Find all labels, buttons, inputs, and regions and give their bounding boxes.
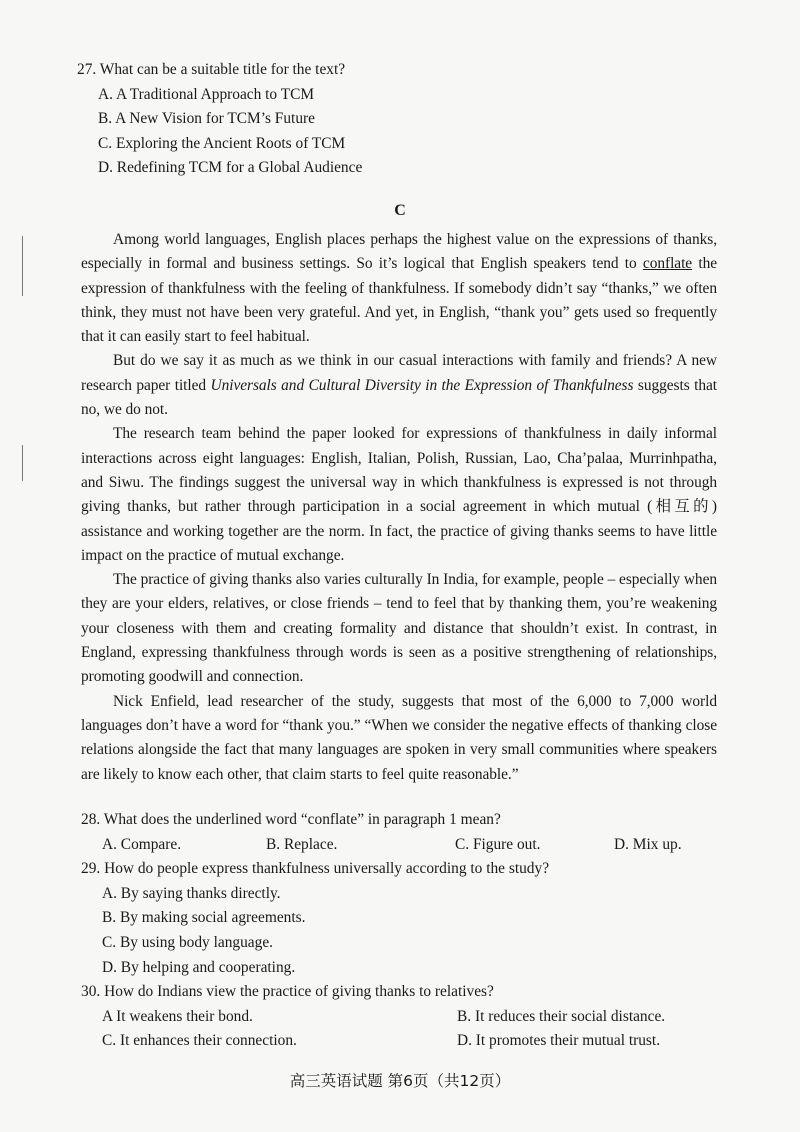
binder-line-left-lower	[22, 445, 23, 481]
question-28-options	[81, 833, 721, 858]
question-30-option-b: B. It reduces their social distance.	[457, 1007, 666, 1025]
paragraph-3: The research team behind the paper looked for expressions of thankfulness in daily informal interactions across eight languages: English, Italian, Polish, Russian, Lao, Cha’palaa, Murrinhpatha, and Siwu. The findings suggest the universal way in which thankfulness is expressed is not through giving thanks, but rather through participation in a social agreement in which mutual (相互的) assistance and working together are the norm. In fact, the practice of giving thanks seems to have little impact on the practice of mutual exchange.	[81, 425, 717, 564]
question-28-option-d: D. Mix up.	[614, 835, 682, 853]
paragraph-1	[81, 228, 717, 349]
paragraph-5: Nick Enfield, lead researcher of the study, suggests that most of the 6,000 to 7,000 world languages don’t have a word for “thank you.” “When we consider the negative effects of thanking close relations alongside the fact that many languages are spoken in very small communities where speakers are likely to know each other, that claim starts to feel quite reasonable.”	[81, 692, 717, 783]
question-27-stem: 27. What can be a suitable title for the text?	[77, 61, 346, 78]
question-28-option-b: B. Replace.	[266, 835, 338, 853]
question-27-option-c: C. Exploring the Ancient Roots of TCM	[98, 134, 346, 152]
underlined-word: conflate	[642, 255, 693, 273]
paragraph-1-text-b: the expression of thankfulness with the feeling of thankfulness. If somebody didn’t say “thanks,” we often think, they must not have been very grateful. And yet, in English, “thank you” gets used so frequently that it can easily start to feel habitual.	[81, 255, 717, 346]
question-27-option-b: B. A New Vision for TCM’s Future	[98, 110, 315, 127]
paragraph-2-text-a: But do we say it as much as we think in our casual interactions with family and friends? A new research paper titled	[81, 352, 717, 394]
binder-line-left	[22, 236, 23, 296]
question-28-stem: 28. What does the underlined word “conflate” in paragraph 1 mean?	[81, 811, 501, 828]
question-30-stem: 30. How do Indians view the practice of giving thanks to relatives?	[81, 983, 494, 1001]
question-29-option-b: B. By making social agreements.	[102, 909, 306, 927]
questions-28-30	[81, 808, 721, 1054]
passage-c	[81, 228, 717, 787]
question-29-stem: 29. How do people express thankfulness universally according to the study?	[81, 860, 550, 878]
question-29-option-c: C. By using body language.	[102, 933, 273, 951]
question-27-option-d: D. Redefining TCM for a Global Audience	[98, 159, 363, 176]
paragraph-2	[81, 349, 717, 422]
question-29-option-a: A. By saying thanks directly.	[102, 884, 281, 902]
question-28-option-c: C. Figure out.	[455, 835, 541, 853]
question-27	[77, 58, 362, 181]
question-29-option-d: D. By helping and cooperating.	[102, 958, 296, 976]
paragraph-1-text-a: Among world languages, English places perhaps the highest value on the expressions of thanks, especially in formal and business settings. So it’s logical that English speakers tend to	[81, 231, 717, 273]
section-label: C	[394, 202, 406, 219]
question-30-options-row-1	[81, 1005, 721, 1030]
question-30-option-c: C. It enhances their connection.	[102, 1032, 297, 1050]
paragraph-4: The practice of giving thanks also varies culturally In India, for example, people – especially when they are your elders, relatives, or close friends – tend to feel that by thanking them, you’re weakening your closeness with them and creating formality and distance that shouldn’t exist. In contrast, in England, expressing thankfulness through words is seen as a positive strengthening of relationships, promoting goodwill and connection.	[81, 571, 717, 686]
question-30-option-d: D. It promotes their mutual trust.	[457, 1032, 661, 1050]
question-27-option-a: A. A Traditional Approach to TCM	[98, 85, 315, 103]
paragraph-2-text-b: suggests that no, we do not.	[81, 376, 717, 419]
question-30-option-a: A It weakens their bond.	[102, 1007, 253, 1025]
question-30-options-row-2	[81, 1029, 721, 1054]
question-28-option-a: A. Compare.	[102, 835, 182, 853]
paper-title: Universals and Cultural Diversity in the Expression of Thankfulness	[210, 376, 634, 394]
page-footer: 高三英语试题 第6页（共12页）	[289, 1072, 511, 1090]
